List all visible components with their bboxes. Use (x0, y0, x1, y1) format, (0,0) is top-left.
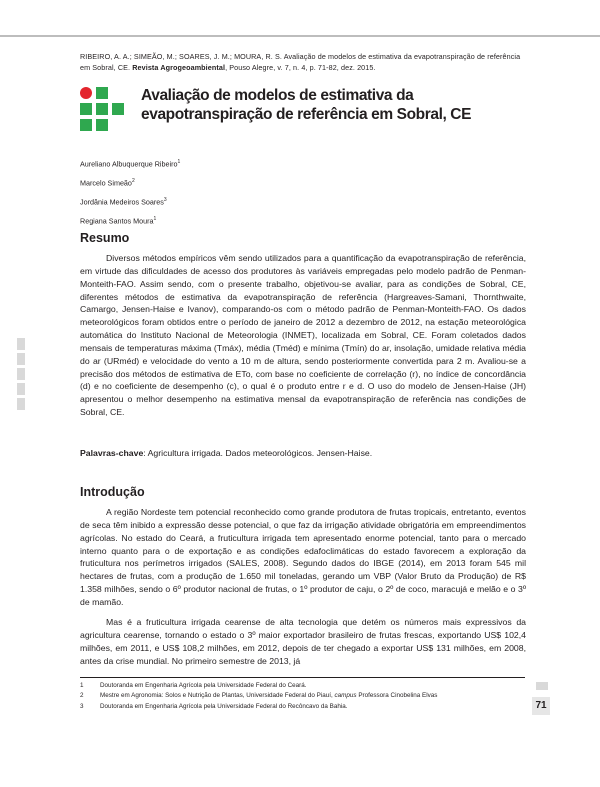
author: Marcelo Simeão$^2$ (80, 177, 135, 188)
introducao-heading: Introdução (80, 485, 145, 499)
logo-square (96, 119, 108, 131)
page-number: 71 (532, 697, 550, 715)
footnote: 1 Doutoranda em Engenharia Agrícola pela Universidade Federal do Ceará. (80, 682, 307, 689)
introducao-paragraph: Mas é a fruticultura irrigada cearense de alta tecnologia que detém os números mais expressivos da agricultura cearense, tornando o estado o 3º maior exportador brasileiro de frutas frescas, exportando US$ 102,4 milhões, em 2011, e US$ 108,2 milhões, em 2012, depois de ter chegado a exportar US$ 131 milhões, em 2008, antes da crise mundial. No primeiro semestre de 2013, já (80, 617, 526, 666)
introducao-paragraph: A região Nordeste tem potencial reconhecido como grande produtora de frutas tropicais, entretanto, eventos de seca têm inibido a expressão desse potencial, o que faz da irrigação atividade obrigatória em empreendimentos agrícolas. No estado do Ceará, a fruticultura irrigada tem apresentado enorme potencial, tanto para o mercado interno quanto para o de exportação e as condições edafoclimáticas do estado favorecem a exploração da fruticultura nos perímetros irrigados (SALES, 2008). Segundo dados do IBGE (2014), em 2013 foram 545 mil hectares de frutas, com a produção de 1.650 mil toneladas, gerando um VBP (Valor Bruto da Produção) de R$ 1.358 milhões, sendo o 6º produtor nacional de frutas, o 1º produtor de caju, o 2º de coco, maracujá e melão e o 3º de mamão. (80, 507, 526, 607)
footnotes (80, 681, 526, 712)
author: Jordânia Medeiros Soares$^3$ (80, 196, 167, 207)
right-margin-marks (536, 682, 548, 694)
header-rule (0, 35, 600, 37)
logo-square (80, 103, 92, 115)
resumo-heading: Resumo (80, 231, 130, 245)
resumo-paragraph: Diversos métodos empíricos vêm sendo utilizados para a quantificação da evapotranspiração de referência, em virtude das dificuldades de acesso dos produtores às variáveis empregadas pelo modelo padrão de Penman-Monteith-FAO. Assim sendo, com o presente trabalho, objetivou-se avaliar, para as condições de Sobral, CE, diferentes métodos de estimativa da evapotranspiração de referência (Hargreaves-Samani, Thornthwaite, Camargo, Jensen-Haise e Ivanov), comparando-os com o método padrão de Penman-Monteith-FAO. Os dados meteorológicos foram obtidos entre o período de janeiro de 2012 a dezembro de 2012, na estação meteorológica automática do Instituto Nacional de Meteorologia (INMET), localizada em Sobral, CE. Foram coletados dados mensais de temperaturas máxima (Tmáx), média (Tméd) e mínima (Tmín) do ar, insolação, umidade relativa média do ar (URméd) e velocidade do vento a 10 m de altura, sendo posteriormente convertida para 2 m. Avaliou-se a precisão dos métodos de estimativa de ETo, com base no coeficiente de correlação (r), no índice de concordância (d) e no coeficiente de desempenho (c), o qual é o produto entre r e d. O uso do modelo de Jensen-Haise (JH) apresentou o melhor desempenho na estimativa mensal da evapotranspiração de referência nas condições de Sobral, CE. (80, 253, 526, 418)
institution-logo (80, 87, 126, 133)
keywords-label: Palavras-chave (80, 448, 144, 458)
logo-red-circle (80, 87, 92, 99)
logo-square (96, 103, 108, 115)
left-margin-marks (17, 338, 25, 413)
citation (80, 52, 526, 73)
keywords-text: : Agricultura irrigada. Dados meteorológicos. Jensen-Haise. (143, 448, 373, 458)
logo-square (80, 119, 92, 131)
citation-details: , Pouso Alegre, v. 7, n. 4, p. 71-82, dez. 2015. (225, 62, 376, 72)
footnote: 2 Mestre em Agronomia: Solos e Nutrição de Plantas, Universidade Federal do Piauí, campus Professora Cinobelina Elvas (80, 692, 438, 700)
footnote: 3 Doutoranda em Engenharia Agrícola pela Universidade Federal do Recôncavo da Bahia. (80, 702, 348, 710)
logo-square (112, 103, 124, 115)
author: Regiana Santos Moura$^1$ (80, 215, 157, 226)
footnote-rule (80, 677, 525, 678)
citation-text: RIBEIRO, A. A.; SIMEÃO, M.; SOARES, J. M.; MOURA, R. S. Avaliação de modelos de estimativa da evapotranspiração de referência em Sobral, CE. (80, 52, 521, 72)
citation-journal: Revista Agrogeoambiental (132, 62, 226, 72)
keywords (80, 447, 526, 460)
article-title: Avaliação de modelos de estimativa da evapotranspiração de referência em Sobral, CE (141, 87, 472, 123)
page-header-band (0, 0, 600, 34)
author-list (80, 154, 380, 230)
author: Aureliano Albuquerque Ribeiro$^1$ (80, 159, 181, 169)
logo-square (96, 87, 108, 99)
